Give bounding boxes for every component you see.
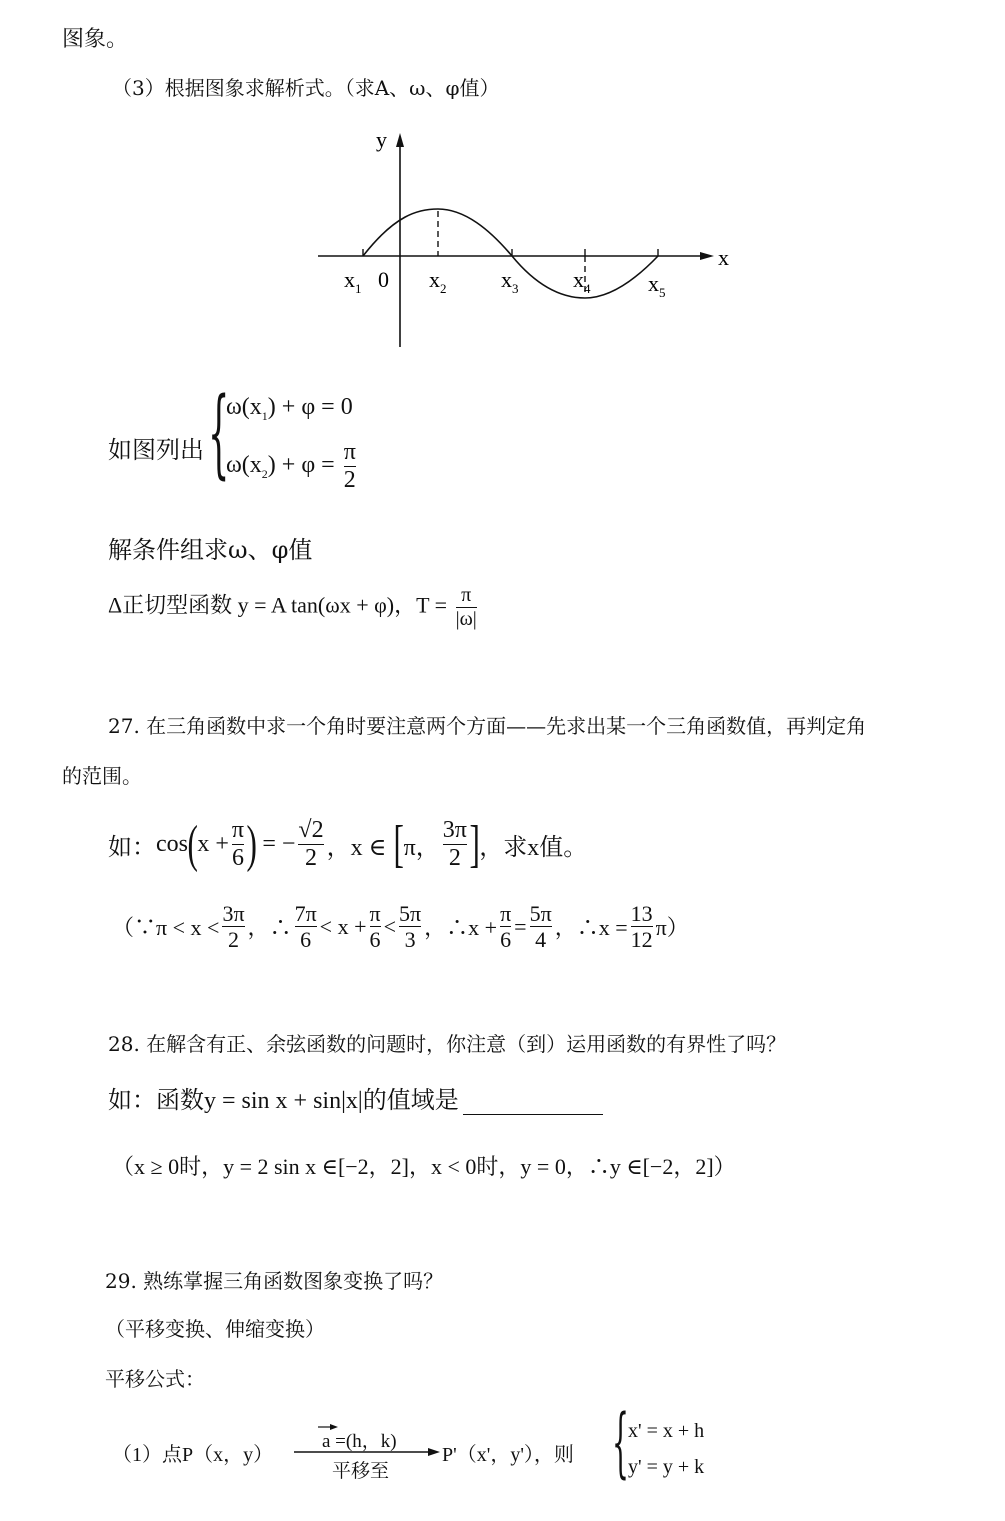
item27-solution: （∵π < x < $\frac{3\pi}{2}$ ，∴ $\frac{7\pi}{6}$ < x + $\frac{\pi}{6}$ < $\frac{5\pi}{3}$ ，∴x + $\frac{\pi}{6}$ = $\frac{5\pi}{4}$ ，∴x = $\frac{13}{12}$ π） [112,901,689,953]
x1-label: $x_1$ [344,267,362,296]
sine-graph [300,125,750,355]
item29-line2: （平移变换、伸缩变换） [105,1317,325,1341]
system1-eq1: $\omega(x_1) + \varphi = 0$ [226,394,353,423]
system2-brace: { [612,1397,629,1486]
system1-prefix: 如图列出 [108,436,204,464]
translate-point-left: （1）点P（x，y） [112,1444,274,1466]
system1-brace: { [208,377,230,489]
item28-example: 如：函数y = sin x + sin|x|的值域是 [108,1080,603,1115]
x-axis-arrow [700,252,714,260]
item29-line3: 平移公式： [105,1367,205,1391]
x3-label: $x_3$ [501,267,519,296]
item29-line1: 29. 熟练掌握三角函数图象变换了吗？ [105,1269,444,1293]
item28-solution: （x ≥ 0时，y = 2 sin x ∈[−2，2]，x < 0时，y = 0，∴y ∈[−2，2]） [112,1154,736,1179]
arrow-bottom-label: 平移至 [332,1460,390,1482]
x-axis-label: x [718,245,729,270]
x5-label: $x_5$ [648,271,666,300]
system2-eq2: y' = y + k [628,1456,705,1478]
arrow-top-label: a =(h，k) [322,1431,397,1452]
answer-blank[interactable] [463,1088,603,1115]
solve-line: 解条件组求ω、φ值 [108,536,313,564]
tan-line: Δ正切型函数 y = A tan(ωx + φ)，T = $\frac{\pi}{|\omega|}$ [108,584,477,630]
item3-heading: （3）根据图象求解析式。（求A、ω、φ值） [112,76,500,100]
translate-point-right: P'（x'，y'），则 [442,1444,574,1466]
origin-label: 0 [378,267,389,292]
y-axis-arrow [396,133,404,147]
system1-eq2: $\omega(x_2) + \varphi$ = $\frac{\pi}{2}$ [226,439,356,494]
top-line: 图象。 [62,27,129,52]
translate-arrow [292,1422,442,1482]
item27-example: 如： cos ( x + $\frac{\pi}{6}$ ) = − $\frac{√2}{2}$ ，x ∈ [ π， $\frac{3\pi}{2}$ ] ，求x值。 [108,815,588,873]
item27-line2: 的范围。 [62,764,142,788]
item28-line1: 28. 在解含有正、余弦函数的问题时，你注意（到）运用函数的有界性了吗？ [108,1032,787,1056]
system2-eq1: x' = x + h [628,1420,705,1442]
y-axis-label: y [376,127,387,152]
x2-label: $x_2$ [429,267,447,296]
x4-label: $x_4$ [573,267,591,296]
item27-line1: 27. 在三角函数中求一个角时要注意两个方面——先求出某一个三角函数值，再判定角 [108,714,867,738]
